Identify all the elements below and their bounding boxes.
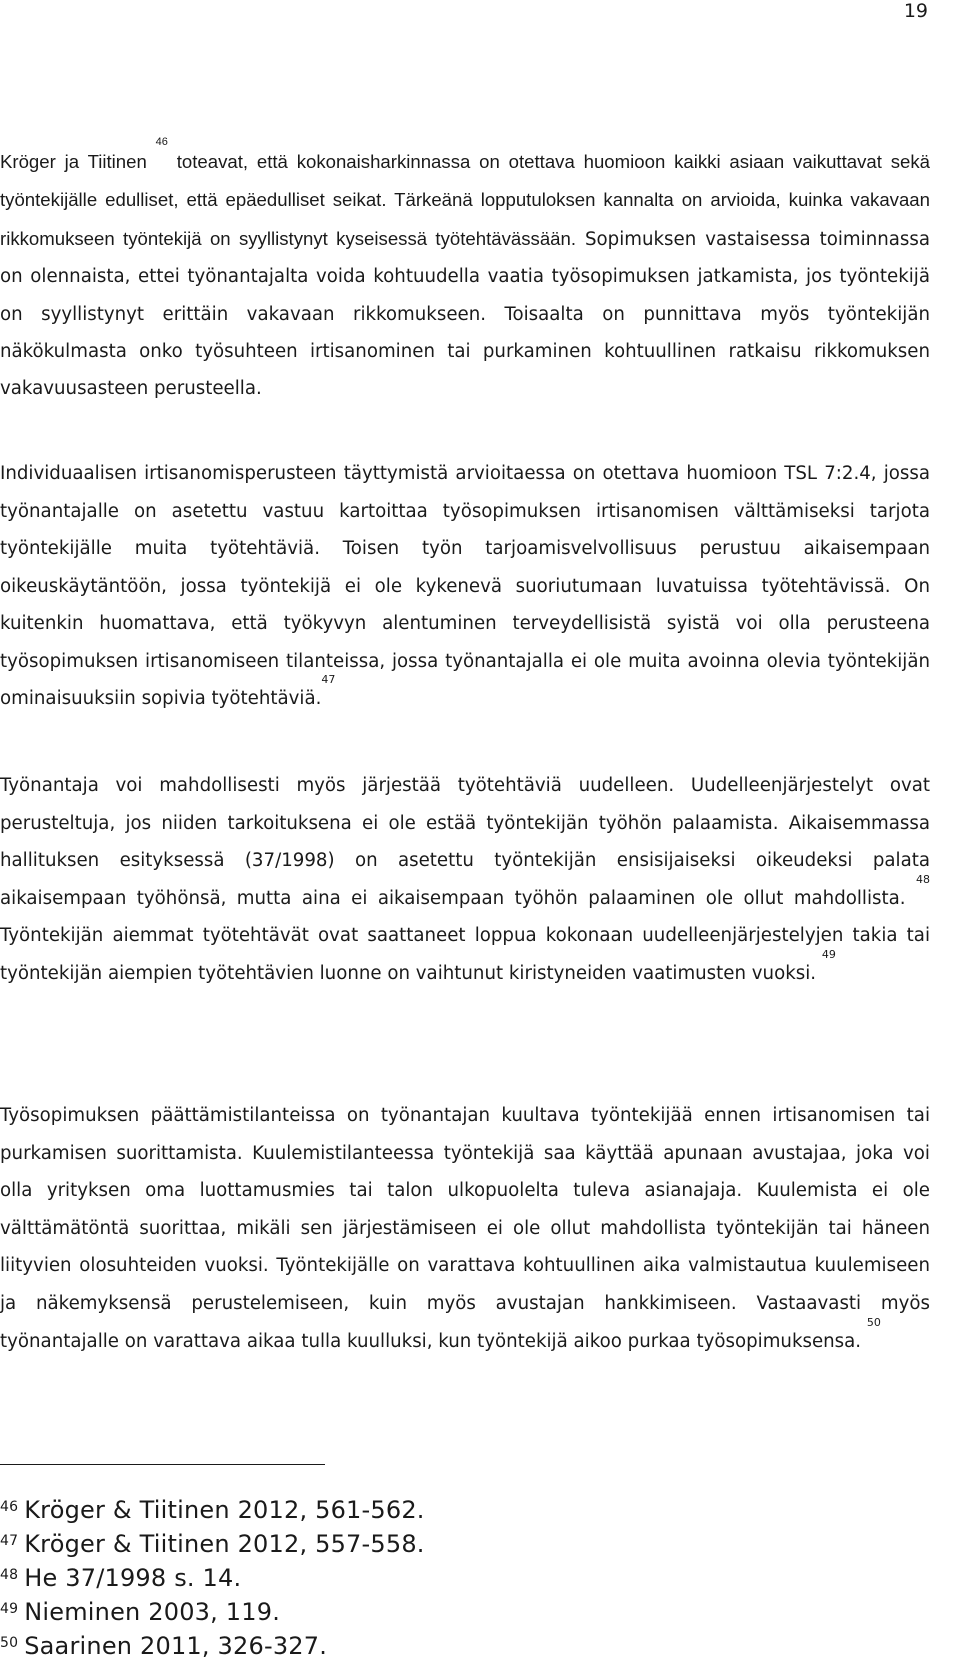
footnote-ref-50: 50 xyxy=(866,1315,881,1329)
footnote-49 xyxy=(0,1595,600,1629)
page-number: 19 xyxy=(903,0,928,22)
footnote-ref-46: 46 xyxy=(155,136,168,148)
footnote-number: 49 xyxy=(0,1601,19,1617)
paragraph-2 xyxy=(0,455,930,718)
paragraph-1 xyxy=(0,136,931,408)
footnote-text: Nieminen 2003, 119. xyxy=(24,1598,281,1626)
footnote-separator xyxy=(0,1464,325,1465)
paragraph-text: toteavat, että kokonaisharkinnassa on otettava huomioon kaikki asiaan vaikuttavat sekä työntekijälle edulliset, että epäedulliset seikat. Tärkeänä lopputuloksen kannalta on arvioida, kuinka vakavaan rikkomukseen työntekijä on syyllistynyt kyseisessä työtehtävässään. xyxy=(0,151,931,249)
footnote-text: Saarinen 2011, 326-327. xyxy=(24,1632,328,1660)
footnote-number: 50 xyxy=(0,1635,19,1651)
paragraph-text: Sopimuksen vastaisessa toiminnassa on olennaista, ettei työnantajalta voida kohtuudella vaatia työsopimuksen jatkamista, jos työntekijä on syyllistynyt erittäin vakavaan rikkomukseen. Toisaalta on punnittava myös työntekijän näkökulmasta onko työsuhteen irtisanominen tai purkaminen kohtuullinen ratkaisu rikkomuksen vakavuusasteen perusteella. xyxy=(0,228,930,400)
footnote-number: 47 xyxy=(0,1533,19,1549)
footnote-text: He 37/1998 s. 14. xyxy=(24,1564,242,1592)
footnote-50 xyxy=(0,1629,600,1663)
footnote-text: Kröger & Tiitinen 2012, 557-558. xyxy=(24,1530,425,1558)
footnotes xyxy=(0,1493,600,1663)
footnote-text: Kröger & Tiitinen 2012, 561-562. xyxy=(24,1496,425,1524)
footnote-ref-47: 47 xyxy=(321,673,336,686)
footnote-ref-49: 49 xyxy=(821,947,836,961)
footnote-47 xyxy=(0,1527,600,1561)
paragraph-text: Työsopimuksen päättämistilanteissa on työnantajan kuultava työntekijää ennen irtisanomisen tai purkamisen suorittamista. Kuulemistilanteessa työntekijä saa käyttää apunaan avustajaa, joka voi olla yrityksen oma luottamusmies tai talon ulkopuolelta tuleva asianajaja. Kuulemista ei ole välttämätöntä suorittaa, mikäli sen järjestämiseen ei ole ollut mahdollista työntekijän tai häneen liityvien olosuhteiden vuoksi. Työntekijälle on varattava kohtuullinen aika valmistautua kuulemiseen ja näkemyksensä perustelemiseen, kuin myös avustajan hankkimiseen. Vastaavasti myös työnantajalle on varattava aikaa tulla kuulluksi, kun työntekijä aikoo purkaa työsopimuksensa. xyxy=(0,1105,930,1352)
footnote-46 xyxy=(0,1493,600,1527)
paragraph-text: Kröger ja Tiitinen xyxy=(0,151,156,172)
paragraph-text: Työnantaja voi mahdollisesti myös järjestää työtehtäviä uudelleen. Uudelleenjärjestelyt ovat perusteltuja, jos niiden tarkoituksena ei ole estää työntekijän työhön palaamista. Aikaisemmassa hallituksen esityksessä (37/1998) on asetettu työntekijän ensisijaiseksi oikeudeksi palata aikaisempaan työhönsä, mutta aina ei aikaisempaan työhön palaaminen ole ollut mahdollista. xyxy=(0,775,930,909)
paragraph-text: Työntekijän aiemmat työtehtävät ovat saattaneet loppua kokonaan uudelleenjärjestelyjen takia tai työntekijän aiempien työtehtävien luonne on vaihtunut kiristyneiden vaatimusten vuoksi. xyxy=(0,925,930,984)
paragraph-text: Individuaalisen irtisanomisperusteen täyttymistä arvioitaessa on otettava huomioon TSL 7:2.4, jossa työnantajalle on asetettu vastuu kartoittaa työsopimuksen irtisanomisen välttämiseksi tarjota työntekijälle muita työtehtäviä. Toisen työn tarjoamisvelvollisuus perustuu aikaisempaan oikeuskäytäntöön, jossa työntekijä ei ole kykenevä suoriutumaan luvatuissa työtehtävissä. On kuitenkin huomattava, että työkyvyn alentuminen terveydellisistä syistä voi olla perusteena työsopimuksen irtisanomiseen tilanteissa, jossa työnantajalla ei ole muita avoinna olevia työntekijän ominaisuuksiin sopivia työtehtäviä. xyxy=(0,463,930,709)
paragraph-3 xyxy=(0,767,930,993)
footnote-number: 46 xyxy=(0,1499,19,1515)
paragraph-4 xyxy=(0,1097,930,1360)
footnote-ref-48: 48 xyxy=(916,872,930,886)
footnote-48 xyxy=(0,1561,600,1595)
footnote-number: 48 xyxy=(0,1567,19,1583)
